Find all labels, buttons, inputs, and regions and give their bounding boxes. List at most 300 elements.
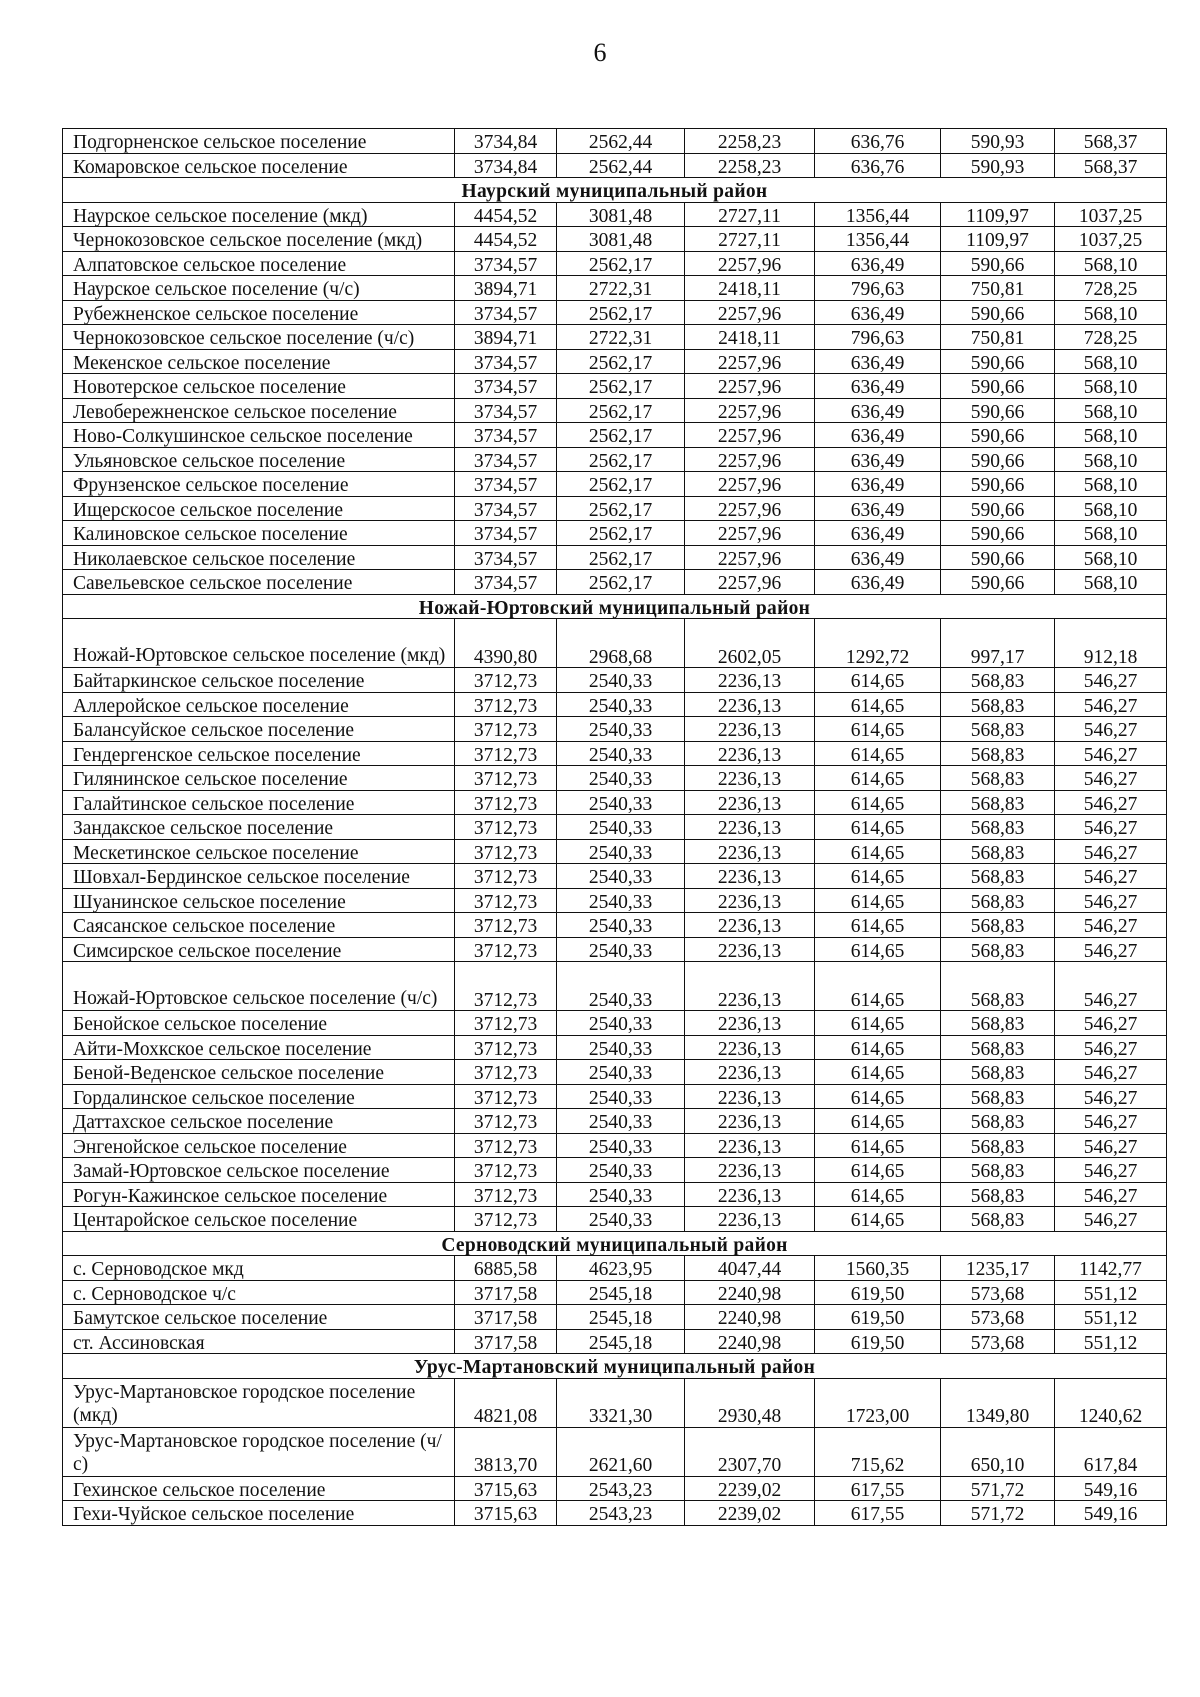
value-cell-1: 3712,73: [455, 692, 557, 717]
value-cell-5: 568,83: [941, 692, 1055, 717]
settlement-name-cell: Подгорненское сельское поселение: [63, 129, 455, 154]
value-cell-4: 1292,72: [815, 619, 941, 668]
value-cell-1: 3712,73: [455, 1158, 557, 1183]
value-cell-3: 2727,11: [685, 202, 815, 227]
value-cell-1: 3712,73: [455, 913, 557, 938]
value-cell-1: 3712,73: [455, 1207, 557, 1232]
table-row: [63, 619, 1167, 668]
value-cell-5: 568,83: [941, 1207, 1055, 1232]
tariff-table-container: [62, 128, 1166, 1526]
settlement-name-cell: Ново-Солкушинское сельское поселение: [63, 423, 455, 448]
value-cell-3: 2727,11: [685, 227, 815, 252]
value-cell-6: 546,27: [1055, 1182, 1167, 1207]
settlement-name-cell: Николаевское сельское поселение: [63, 545, 455, 570]
value-cell-6: 546,27: [1055, 741, 1167, 766]
value-cell-4: 636,49: [815, 349, 941, 374]
table-row: [63, 1256, 1167, 1281]
settlement-name-cell: Шуанинское сельское поселение: [63, 888, 455, 913]
value-cell-3: 2236,13: [685, 668, 815, 693]
value-cell-4: 796,63: [815, 276, 941, 301]
value-cell-1: 4821,08: [455, 1378, 557, 1427]
settlement-name-cell: Саясанское сельское поселение: [63, 913, 455, 938]
value-cell-1: 3894,71: [455, 276, 557, 301]
value-cell-4: 617,55: [815, 1476, 941, 1501]
settlement-name-cell: Бенойское сельское поселение: [63, 1011, 455, 1036]
value-cell-5: 1109,97: [941, 227, 1055, 252]
settlement-name-cell: Мескетинское сельское поселение: [63, 839, 455, 864]
value-cell-3: 2602,05: [685, 619, 815, 668]
value-cell-1: 3712,73: [455, 1035, 557, 1060]
value-cell-6: 568,10: [1055, 251, 1167, 276]
value-cell-5: 590,66: [941, 570, 1055, 595]
value-cell-2: 2562,17: [557, 374, 685, 399]
value-cell-4: 614,65: [815, 1182, 941, 1207]
settlement-name-cell: Урус-Мартановское городское поселение (ч/с): [63, 1427, 455, 1476]
settlement-name-cell: Зандакское сельское поселение: [63, 815, 455, 840]
table-row: [63, 276, 1167, 301]
value-cell-4: 614,65: [815, 717, 941, 742]
table-row: [63, 692, 1167, 717]
settlement-name-cell: Байтаркинское сельское поселение: [63, 668, 455, 693]
value-cell-1: 3712,73: [455, 1109, 557, 1134]
value-cell-6: 568,10: [1055, 398, 1167, 423]
table-row: [63, 1035, 1167, 1060]
value-cell-5: 590,93: [941, 129, 1055, 154]
value-cell-1: 3712,73: [455, 790, 557, 815]
value-cell-5: 1109,97: [941, 202, 1055, 227]
section-header-row: [63, 1354, 1167, 1379]
value-cell-6: 546,27: [1055, 888, 1167, 913]
value-cell-5: 573,68: [941, 1280, 1055, 1305]
value-cell-3: 2257,96: [685, 374, 815, 399]
settlement-name-cell: Ножай-Юртовское сельское поселение (мкд): [63, 619, 455, 668]
value-cell-5: 650,10: [941, 1427, 1055, 1476]
table-body: [63, 129, 1167, 1526]
value-cell-3: 2236,13: [685, 839, 815, 864]
value-cell-4: 614,65: [815, 864, 941, 889]
table-row: [63, 447, 1167, 472]
value-cell-1: 6885,58: [455, 1256, 557, 1281]
value-cell-1: 3813,70: [455, 1427, 557, 1476]
value-cell-2: 2562,17: [557, 472, 685, 497]
table-row: [63, 227, 1167, 252]
value-cell-1: 3734,84: [455, 129, 557, 154]
value-cell-4: 1356,44: [815, 202, 941, 227]
value-cell-5: 568,83: [941, 1109, 1055, 1134]
value-cell-5: 1349,80: [941, 1378, 1055, 1427]
table-row: [63, 962, 1167, 1011]
settlement-name-cell: Аллеройское сельское поселение: [63, 692, 455, 717]
value-cell-4: 636,49: [815, 521, 941, 546]
value-cell-2: 2540,33: [557, 888, 685, 913]
value-cell-6: 568,37: [1055, 153, 1167, 178]
settlement-name-cell: Чернокозовское сельское поселение (мкд): [63, 227, 455, 252]
value-cell-1: 3712,73: [455, 668, 557, 693]
value-cell-1: 3734,57: [455, 521, 557, 546]
settlement-name-cell: Рогун-Кажинское сельское поселение: [63, 1182, 455, 1207]
value-cell-1: 4454,52: [455, 202, 557, 227]
value-cell-6: 546,27: [1055, 1207, 1167, 1232]
value-cell-4: 1560,35: [815, 1256, 941, 1281]
settlement-name-cell: Замай-Юртовское сельское поселение: [63, 1158, 455, 1183]
value-cell-1: 3712,73: [455, 864, 557, 889]
value-cell-2: 2562,17: [557, 251, 685, 276]
value-cell-3: 2236,13: [685, 815, 815, 840]
value-cell-6: 546,27: [1055, 937, 1167, 962]
value-cell-6: 568,10: [1055, 521, 1167, 546]
value-cell-5: 568,83: [941, 1060, 1055, 1085]
value-cell-2: 2540,33: [557, 1158, 685, 1183]
value-cell-2: 3081,48: [557, 202, 685, 227]
value-cell-2: 2540,33: [557, 815, 685, 840]
table-row: [63, 1084, 1167, 1109]
value-cell-6: 568,10: [1055, 423, 1167, 448]
value-cell-6: 551,12: [1055, 1305, 1167, 1330]
value-cell-5: 997,17: [941, 619, 1055, 668]
value-cell-5: 590,66: [941, 423, 1055, 448]
settlement-name-cell: Комаровское сельское поселение: [63, 153, 455, 178]
value-cell-4: 614,65: [815, 888, 941, 913]
table-row: [63, 423, 1167, 448]
section-title: Наурский муниципальный район: [63, 178, 1167, 203]
value-cell-2: 4623,95: [557, 1256, 685, 1281]
value-cell-5: 568,83: [941, 1035, 1055, 1060]
value-cell-6: 617,84: [1055, 1427, 1167, 1476]
value-cell-5: 590,66: [941, 300, 1055, 325]
value-cell-5: 590,66: [941, 447, 1055, 472]
table-row: [63, 521, 1167, 546]
section-title: Урус-Мартановский муниципальный район: [63, 1354, 1167, 1379]
value-cell-3: 2236,13: [685, 888, 815, 913]
value-cell-4: 796,63: [815, 325, 941, 350]
value-cell-6: 546,27: [1055, 1035, 1167, 1060]
value-cell-2: 3081,48: [557, 227, 685, 252]
value-cell-5: 568,83: [941, 1158, 1055, 1183]
value-cell-1: 3712,73: [455, 937, 557, 962]
value-cell-1: 3734,57: [455, 472, 557, 497]
value-cell-2: 2540,33: [557, 790, 685, 815]
value-cell-3: 2257,96: [685, 300, 815, 325]
value-cell-2: 2540,33: [557, 692, 685, 717]
value-cell-1: 3712,73: [455, 1060, 557, 1085]
value-cell-3: 2236,13: [685, 692, 815, 717]
settlement-name-cell: Савельевское сельское поселение: [63, 570, 455, 595]
value-cell-1: 3712,73: [455, 1084, 557, 1109]
value-cell-3: 2418,11: [685, 325, 815, 350]
value-cell-6: 546,27: [1055, 962, 1167, 1011]
settlement-name-cell: с. Серноводское мкд: [63, 1256, 455, 1281]
value-cell-4: 1356,44: [815, 227, 941, 252]
value-cell-4: 614,65: [815, 1084, 941, 1109]
table-row: [63, 913, 1167, 938]
page-number: 6: [593, 38, 607, 67]
value-cell-2: 2562,17: [557, 570, 685, 595]
value-cell-5: 590,66: [941, 251, 1055, 276]
table-row: [63, 1011, 1167, 1036]
settlement-name-cell: Наурское сельское поселение (мкд): [63, 202, 455, 227]
value-cell-2: 2968,68: [557, 619, 685, 668]
table-row: [63, 300, 1167, 325]
table-row: [63, 1158, 1167, 1183]
value-cell-5: 590,66: [941, 521, 1055, 546]
value-cell-5: 573,68: [941, 1305, 1055, 1330]
value-cell-3: 2240,98: [685, 1280, 815, 1305]
value-cell-2: 2540,33: [557, 1182, 685, 1207]
value-cell-4: 619,50: [815, 1329, 941, 1354]
value-cell-2: 2540,33: [557, 1035, 685, 1060]
value-cell-1: 3894,71: [455, 325, 557, 350]
value-cell-6: 546,27: [1055, 913, 1167, 938]
table-row: [63, 839, 1167, 864]
settlement-name-cell: Галайтинское сельское поселение: [63, 790, 455, 815]
value-cell-1: 4390,80: [455, 619, 557, 668]
value-cell-4: 1723,00: [815, 1378, 941, 1427]
value-cell-4: 614,65: [815, 1011, 941, 1036]
value-cell-6: 551,12: [1055, 1329, 1167, 1354]
value-cell-3: 2236,13: [685, 937, 815, 962]
value-cell-2: 2540,33: [557, 766, 685, 791]
value-cell-5: 750,81: [941, 325, 1055, 350]
table-row: [63, 545, 1167, 570]
value-cell-1: 3712,73: [455, 1011, 557, 1036]
settlement-name-cell: Даттахское сельское поселение: [63, 1109, 455, 1134]
value-cell-5: 571,72: [941, 1476, 1055, 1501]
value-cell-4: 636,49: [815, 398, 941, 423]
value-cell-5: 568,83: [941, 717, 1055, 742]
value-cell-3: 2236,13: [685, 741, 815, 766]
value-cell-3: 2418,11: [685, 276, 815, 301]
value-cell-5: 568,83: [941, 839, 1055, 864]
settlement-name-cell: ст. Ассиновская: [63, 1329, 455, 1354]
table-row: [63, 1427, 1167, 1476]
value-cell-2: 2722,31: [557, 325, 685, 350]
value-cell-2: 2562,17: [557, 496, 685, 521]
value-cell-2: 2562,17: [557, 349, 685, 374]
value-cell-3: 2236,13: [685, 962, 815, 1011]
value-cell-1: 3734,57: [455, 570, 557, 595]
value-cell-5: 568,83: [941, 1182, 1055, 1207]
value-cell-5: 590,66: [941, 374, 1055, 399]
value-cell-4: 614,65: [815, 815, 941, 840]
value-cell-1: 3715,63: [455, 1501, 557, 1526]
value-cell-4: 636,76: [815, 129, 941, 154]
table-row: [63, 398, 1167, 423]
value-cell-5: 590,93: [941, 153, 1055, 178]
value-cell-1: 3734,57: [455, 496, 557, 521]
value-cell-5: 1235,17: [941, 1256, 1055, 1281]
table-row: [63, 129, 1167, 154]
table-row: [63, 1060, 1167, 1085]
value-cell-4: 614,65: [815, 1207, 941, 1232]
value-cell-4: 614,65: [815, 1035, 941, 1060]
value-cell-4: 614,65: [815, 913, 941, 938]
value-cell-1: 3717,58: [455, 1305, 557, 1330]
settlement-name-cell: Гордалинское сельское поселение: [63, 1084, 455, 1109]
table-row: [63, 496, 1167, 521]
value-cell-1: 3712,73: [455, 1182, 557, 1207]
table-row: [63, 374, 1167, 399]
value-cell-6: 728,25: [1055, 276, 1167, 301]
value-cell-6: 546,27: [1055, 864, 1167, 889]
table-row: [63, 1501, 1167, 1526]
value-cell-3: 2257,96: [685, 521, 815, 546]
table-row: [63, 1476, 1167, 1501]
value-cell-2: 2545,18: [557, 1280, 685, 1305]
value-cell-2: 2540,33: [557, 1109, 685, 1134]
table-row: [63, 766, 1167, 791]
value-cell-3: 2257,96: [685, 251, 815, 276]
value-cell-6: 549,16: [1055, 1501, 1167, 1526]
table-row: [63, 1280, 1167, 1305]
value-cell-3: 2258,23: [685, 129, 815, 154]
value-cell-5: 568,83: [941, 790, 1055, 815]
table-row: [63, 717, 1167, 742]
value-cell-4: 636,49: [815, 423, 941, 448]
value-cell-6: 546,27: [1055, 668, 1167, 693]
value-cell-2: 2540,33: [557, 1207, 685, 1232]
value-cell-1: 3734,57: [455, 349, 557, 374]
value-cell-6: 546,27: [1055, 1133, 1167, 1158]
value-cell-1: 4454,52: [455, 227, 557, 252]
value-cell-1: 3734,57: [455, 423, 557, 448]
value-cell-3: 2236,13: [685, 913, 815, 938]
value-cell-2: 2540,33: [557, 1084, 685, 1109]
settlement-name-cell: Гехи-Чуйское сельское поселение: [63, 1501, 455, 1526]
table-row: [63, 815, 1167, 840]
value-cell-4: 614,65: [815, 1133, 941, 1158]
table-row: [63, 325, 1167, 350]
value-cell-1: 3717,58: [455, 1280, 557, 1305]
value-cell-6: 1037,25: [1055, 202, 1167, 227]
value-cell-6: 1037,25: [1055, 227, 1167, 252]
value-cell-3: 2236,13: [685, 766, 815, 791]
value-cell-6: 546,27: [1055, 839, 1167, 864]
value-cell-2: 2543,23: [557, 1476, 685, 1501]
value-cell-2: 2540,33: [557, 668, 685, 693]
value-cell-4: 636,49: [815, 300, 941, 325]
table-row: [63, 1109, 1167, 1134]
value-cell-2: 2543,23: [557, 1501, 685, 1526]
value-cell-2: 2562,17: [557, 447, 685, 472]
value-cell-5: 568,83: [941, 962, 1055, 1011]
settlement-name-cell: Гендергенское сельское поселение: [63, 741, 455, 766]
value-cell-2: 2540,33: [557, 839, 685, 864]
value-cell-4: 614,65: [815, 692, 941, 717]
value-cell-3: 2236,13: [685, 1035, 815, 1060]
value-cell-4: 614,65: [815, 1158, 941, 1183]
value-cell-6: 546,27: [1055, 790, 1167, 815]
value-cell-1: 3712,73: [455, 766, 557, 791]
value-cell-3: 2236,13: [685, 1158, 815, 1183]
section-title: Ножай-Юртовский муниципальный район: [63, 594, 1167, 619]
value-cell-3: 2236,13: [685, 717, 815, 742]
value-cell-5: 573,68: [941, 1329, 1055, 1354]
table-row: [63, 349, 1167, 374]
value-cell-1: 3712,73: [455, 839, 557, 864]
value-cell-3: 2257,96: [685, 496, 815, 521]
value-cell-6: 546,27: [1055, 1084, 1167, 1109]
value-cell-2: 2621,60: [557, 1427, 685, 1476]
settlement-name-cell: Чернокозовское сельское поселение (ч/с): [63, 325, 455, 350]
value-cell-6: 568,10: [1055, 300, 1167, 325]
value-cell-1: 3734,57: [455, 398, 557, 423]
value-cell-1: 3734,57: [455, 251, 557, 276]
value-cell-3: 2307,70: [685, 1427, 815, 1476]
settlement-name-cell: Шовхал-Бердинское сельское поселение: [63, 864, 455, 889]
settlement-name-cell: Ножай-Юртовское сельское поселение (ч/с): [63, 962, 455, 1011]
value-cell-2: 2540,33: [557, 1060, 685, 1085]
value-cell-5: 568,83: [941, 766, 1055, 791]
value-cell-6: 546,27: [1055, 692, 1167, 717]
value-cell-2: 2540,33: [557, 741, 685, 766]
section-header-row: [63, 1231, 1167, 1256]
table-row: [63, 1207, 1167, 1232]
value-cell-5: 590,66: [941, 545, 1055, 570]
value-cell-2: 2562,44: [557, 153, 685, 178]
settlement-name-cell: Беной-Веденское сельское поселение: [63, 1060, 455, 1085]
value-cell-4: 636,49: [815, 251, 941, 276]
value-cell-3: 2236,13: [685, 1084, 815, 1109]
value-cell-3: 2236,13: [685, 1011, 815, 1036]
settlement-name-cell: Балансуйское сельское поселение: [63, 717, 455, 742]
value-cell-4: 636,49: [815, 447, 941, 472]
value-cell-5: 568,83: [941, 937, 1055, 962]
value-cell-1: 3712,73: [455, 741, 557, 766]
settlement-name-cell: Центаройское сельское поселение: [63, 1207, 455, 1232]
value-cell-4: 614,65: [815, 668, 941, 693]
value-cell-4: 619,50: [815, 1305, 941, 1330]
value-cell-4: 636,49: [815, 472, 941, 497]
value-cell-4: 614,65: [815, 839, 941, 864]
value-cell-6: 549,16: [1055, 1476, 1167, 1501]
section-title: Серноводский муниципальный район: [63, 1231, 1167, 1256]
value-cell-5: 568,83: [941, 913, 1055, 938]
settlement-name-cell: Симсирское сельское поселение: [63, 937, 455, 962]
value-cell-6: 568,10: [1055, 570, 1167, 595]
value-cell-2: 2540,33: [557, 717, 685, 742]
value-cell-6: 568,10: [1055, 447, 1167, 472]
value-cell-4: 636,49: [815, 374, 941, 399]
value-cell-5: 568,83: [941, 888, 1055, 913]
value-cell-6: 728,25: [1055, 325, 1167, 350]
value-cell-3: 2240,98: [685, 1329, 815, 1354]
table-row: [63, 1133, 1167, 1158]
value-cell-6: 546,27: [1055, 815, 1167, 840]
value-cell-4: 636,49: [815, 545, 941, 570]
value-cell-4: 715,62: [815, 1427, 941, 1476]
table-row: [63, 741, 1167, 766]
value-cell-2: 2562,44: [557, 129, 685, 154]
value-cell-2: 2540,33: [557, 913, 685, 938]
value-cell-2: 2545,18: [557, 1329, 685, 1354]
value-cell-2: 2540,33: [557, 864, 685, 889]
value-cell-2: 2545,18: [557, 1305, 685, 1330]
section-header-row: [63, 178, 1167, 203]
value-cell-5: 568,83: [941, 864, 1055, 889]
value-cell-1: 3712,73: [455, 962, 557, 1011]
settlement-name-cell: Айти-Мохкское сельское поселение: [63, 1035, 455, 1060]
value-cell-3: 2257,96: [685, 423, 815, 448]
value-cell-3: 2239,02: [685, 1501, 815, 1526]
value-cell-4: 617,55: [815, 1501, 941, 1526]
settlement-name-cell: Ульяновское сельское поселение: [63, 447, 455, 472]
table-row: [63, 1329, 1167, 1354]
settlement-name-cell: Левобережненское сельское поселение: [63, 398, 455, 423]
value-cell-6: 546,27: [1055, 717, 1167, 742]
value-cell-4: 614,65: [815, 962, 941, 1011]
value-cell-6: 568,37: [1055, 129, 1167, 154]
value-cell-5: 590,66: [941, 349, 1055, 374]
